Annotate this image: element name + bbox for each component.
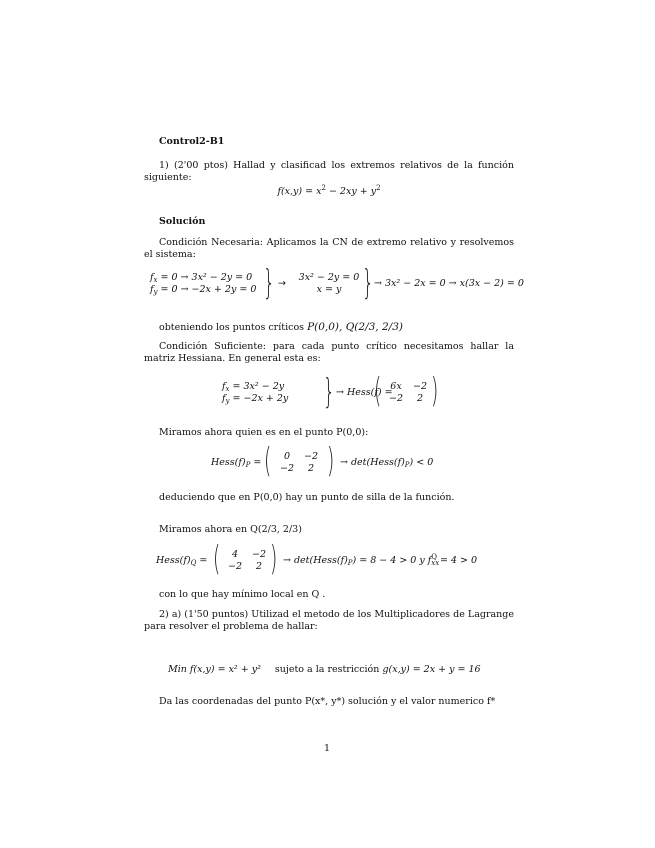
necessary-condition-text: Condición Necesaria: Aplicamos la CN de extremo relativo y resolvemos el sistema: xyxy=(144,237,514,261)
implies-arrow: → xyxy=(278,278,286,289)
hessian-p-lhs: $Hess(f)_P$ = xyxy=(211,457,262,469)
function-definition: $f(x,y) = x^2 - 2xy + y^2$ xyxy=(277,184,381,197)
paren-left-3: ( xyxy=(213,539,221,579)
paren-left-2: ( xyxy=(264,441,272,481)
system-result: → 3x² − 2x = 0 → x(3x − 2) = 0 xyxy=(374,278,524,289)
paren-right-2: ) xyxy=(327,441,335,481)
point-p-conclusion: deduciendo que en P(0,0) hay un punto de silla de la función. xyxy=(159,492,455,503)
hessian-q-matrix xyxy=(223,549,271,573)
matrix-cell: −2 xyxy=(280,463,295,475)
matrix-cell: 2 xyxy=(308,463,315,475)
paren-left-1: ( xyxy=(374,371,382,411)
page-number: 1 xyxy=(324,743,331,754)
paren-right-3: ) xyxy=(270,539,278,579)
matrix-cell: −2 xyxy=(413,381,428,392)
point-q-conclusion: con lo que hay mínimo local en Q . xyxy=(159,589,326,600)
matrix-cell: −2 xyxy=(304,451,319,462)
solution-heading: Solución xyxy=(159,216,206,227)
problem-2-statement: 2) a) (1'50 puntos) Utilizad el metodo de los Multiplicadores de Lagrange para resolver el problema de hallar: xyxy=(144,609,514,633)
det-p: → $\det(Hess(f)_P) < 0$ xyxy=(340,457,434,469)
hessian-general-lhs: → Hess(f) = xyxy=(336,387,393,398)
paren-right-1: ) xyxy=(431,371,439,411)
problem-2-request: Da las coordenadas del punto P(x*, y*) solución y el valor numerico f* xyxy=(159,696,496,707)
point-p-text: Miramos ahora quien es en el punto P(0,0): xyxy=(159,427,369,438)
system-reduced: 3x² − 2y = 0 x = y xyxy=(298,272,360,295)
lagrange-problem: Min f(x,y) = x² + y² sujeto a la restricción g(x,y) = 2x + y = 16 xyxy=(168,664,481,675)
matrix-cell: −2 xyxy=(228,561,243,573)
derivatives: $f_x = 3x^2 - 2y$ $f_y = -2x + 2y$ xyxy=(222,381,289,405)
matrix-cell: 2 xyxy=(256,561,263,573)
right-brace-1: } xyxy=(263,263,275,303)
problem-1-statement: 1) (2'00 ptos) Hallad y clasificad los extremos relativos de la función siguiente: xyxy=(144,160,514,184)
matrix-cell: 0 xyxy=(283,451,291,462)
hessian-p-matrix xyxy=(275,451,323,475)
matrix-cell: 6x xyxy=(390,381,402,392)
right-brace-2: } xyxy=(362,263,374,303)
critical-points-line: obteniendo los puntos críticos P(0,0), Q(2/3, 2/3) xyxy=(159,321,403,333)
matrix-cell: 4 xyxy=(231,549,239,560)
det-q: → $\det(Hess(f)_P) = 8 - 4 > 0$ y $f_{xx}^Q = 4 > 0$ xyxy=(283,553,478,567)
matrix-cell: −2 xyxy=(389,393,404,405)
system-partials: $f_x = 0 \to 3x^2 - 2y = 0$ $f_y = 0 \to -2x + 2y = 0$ xyxy=(150,272,257,296)
right-brace-3: } xyxy=(323,372,335,412)
point-q-text: Miramos ahora en Q(2/3, 2/3) xyxy=(159,524,302,535)
sufficient-condition-text: Condición Suficiente: para cada punto crítico necesitamos hallar la matriz Hessiana. En general esta es: xyxy=(144,341,514,365)
matrix-cell: 2 xyxy=(417,393,424,405)
document-title: Control2-B1 xyxy=(159,136,225,147)
matrix-cell: −2 xyxy=(252,549,267,560)
hessian-general-matrix xyxy=(384,381,432,405)
hessian-q-lhs: $Hess(f)_Q$ = xyxy=(156,555,208,567)
